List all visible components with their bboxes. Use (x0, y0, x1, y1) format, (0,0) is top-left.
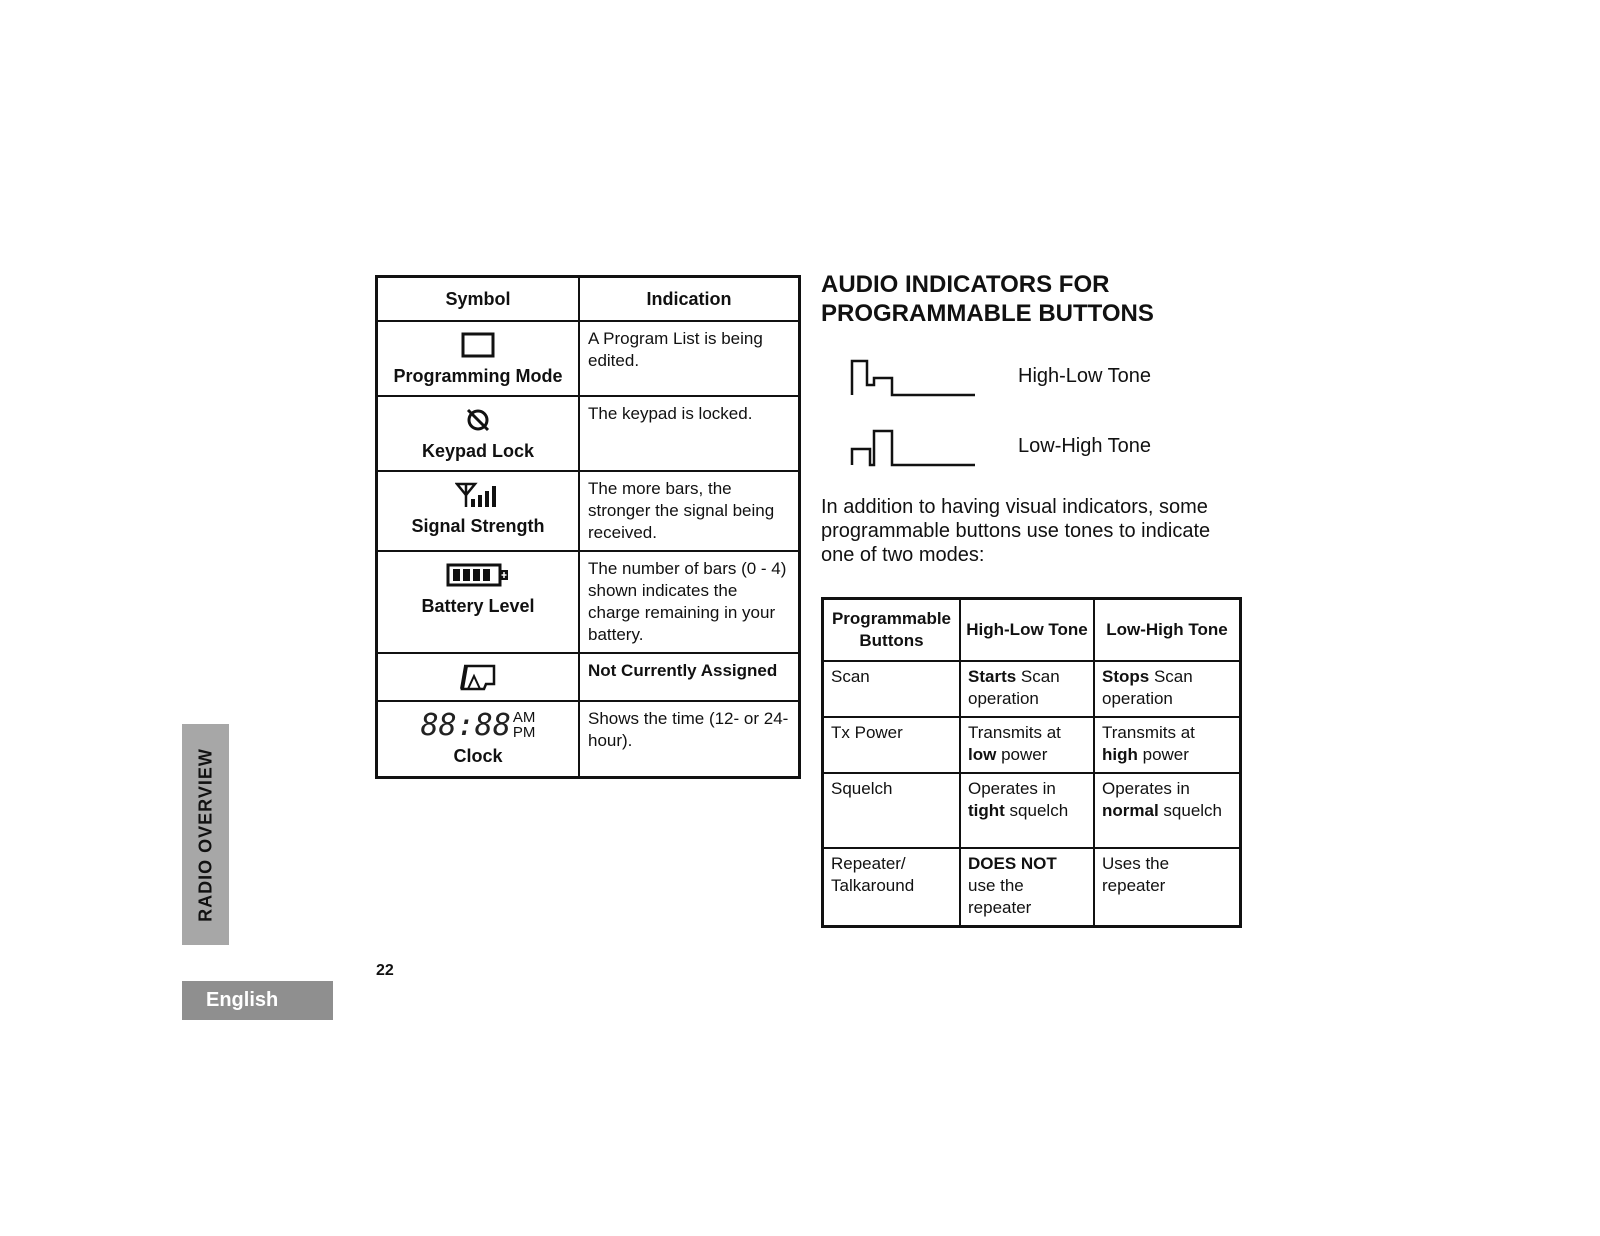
symbol-label: Programming Mode (393, 366, 563, 386)
high-low-cell: Starts Scan operation (960, 661, 1094, 717)
low-high-tone-icon (850, 425, 976, 469)
low-high-cell: Operates in normal squelch (1094, 773, 1241, 848)
signal-strength-icon (455, 481, 501, 509)
table-row (377, 396, 800, 471)
low-high-cell: Uses the repeater (1094, 848, 1241, 927)
clock-digits: 88:88 (420, 707, 511, 743)
symbol-table (375, 275, 801, 779)
heading-line-1: AUDIO INDICATORS FOR (821, 271, 1110, 298)
high-low-tone-icon (850, 355, 976, 399)
table-row (377, 321, 800, 396)
heading-line-2: PROGRAMMABLE BUTTONS (821, 300, 1154, 327)
language-tab: English (182, 981, 333, 1020)
indication-text: The keypad is locked. (579, 396, 800, 471)
low-high-cell: Stops Scan operation (1094, 661, 1241, 717)
tone-row (850, 355, 1210, 399)
intro-paragraph: In addition to having visual indicators, some programmable buttons use tones to indicate one of two modes: (821, 496, 1211, 566)
indication-text: Not Currently Assigned (579, 653, 800, 701)
low-high-cell: Transmits at high power (1094, 717, 1241, 773)
table-row (823, 717, 1241, 773)
table-row (377, 653, 800, 701)
tone-label: High-Low Tone (1018, 365, 1152, 387)
symbol-label: Signal Strength (411, 516, 545, 536)
button-name: Squelch (823, 773, 961, 848)
clock-icon (382, 708, 574, 742)
header-indication: Indication (579, 277, 800, 322)
table-row (823, 661, 1241, 717)
am-label: AM (512, 709, 536, 726)
button-name: Scan (823, 661, 961, 717)
table-row (377, 471, 800, 551)
header-low-high-tone: Low-High Tone (1094, 599, 1241, 662)
table-row (377, 701, 800, 777)
header-programmable-buttons: Programmable Buttons (823, 599, 961, 662)
symbol-label: Clock (453, 746, 503, 766)
high-low-cell: Operates in tight squelch (960, 773, 1094, 848)
symbol-table-header (377, 277, 800, 322)
programmable-buttons-table (821, 597, 1242, 928)
table-row (823, 848, 1241, 927)
indication-text: A Program List is being edited. (579, 321, 800, 396)
section-tab-label: RADIO OVERVIEW (195, 747, 215, 922)
table-row (377, 551, 800, 653)
symbol-label: Keypad Lock (421, 441, 535, 461)
table-row (823, 773, 1241, 848)
button-name: Repeater/ Talkaround (823, 848, 961, 927)
high-low-cell: DOES NOT use the repeater (960, 848, 1094, 927)
keypad-lock-icon (464, 406, 492, 434)
indication-text: The number of bars (0 - 4) shown indicates the charge remaining in your battery. (579, 551, 800, 653)
indication-text: The more bars, the stronger the signal being received. (579, 471, 800, 551)
symbol-label: Battery Level (421, 596, 535, 616)
header-high-low-tone: High-Low Tone (960, 599, 1094, 662)
prog-table-header (823, 599, 1241, 662)
not-assigned-icon (458, 662, 498, 692)
high-low-cell: Transmits at low power (960, 717, 1094, 773)
tone-label: Low-High Tone (1018, 435, 1152, 457)
header-symbol: Symbol (377, 277, 580, 322)
button-name: Tx Power (823, 717, 961, 773)
battery-level-icon (446, 563, 510, 587)
pm-label: PM (512, 724, 536, 741)
indication-text: Shows the time (12- or 24-hour). (579, 701, 800, 777)
section-tab (182, 724, 229, 945)
section-heading (821, 270, 1154, 328)
page-number: 22 (376, 962, 394, 979)
tone-row (850, 425, 1210, 469)
programming-mode-icon (461, 332, 495, 358)
